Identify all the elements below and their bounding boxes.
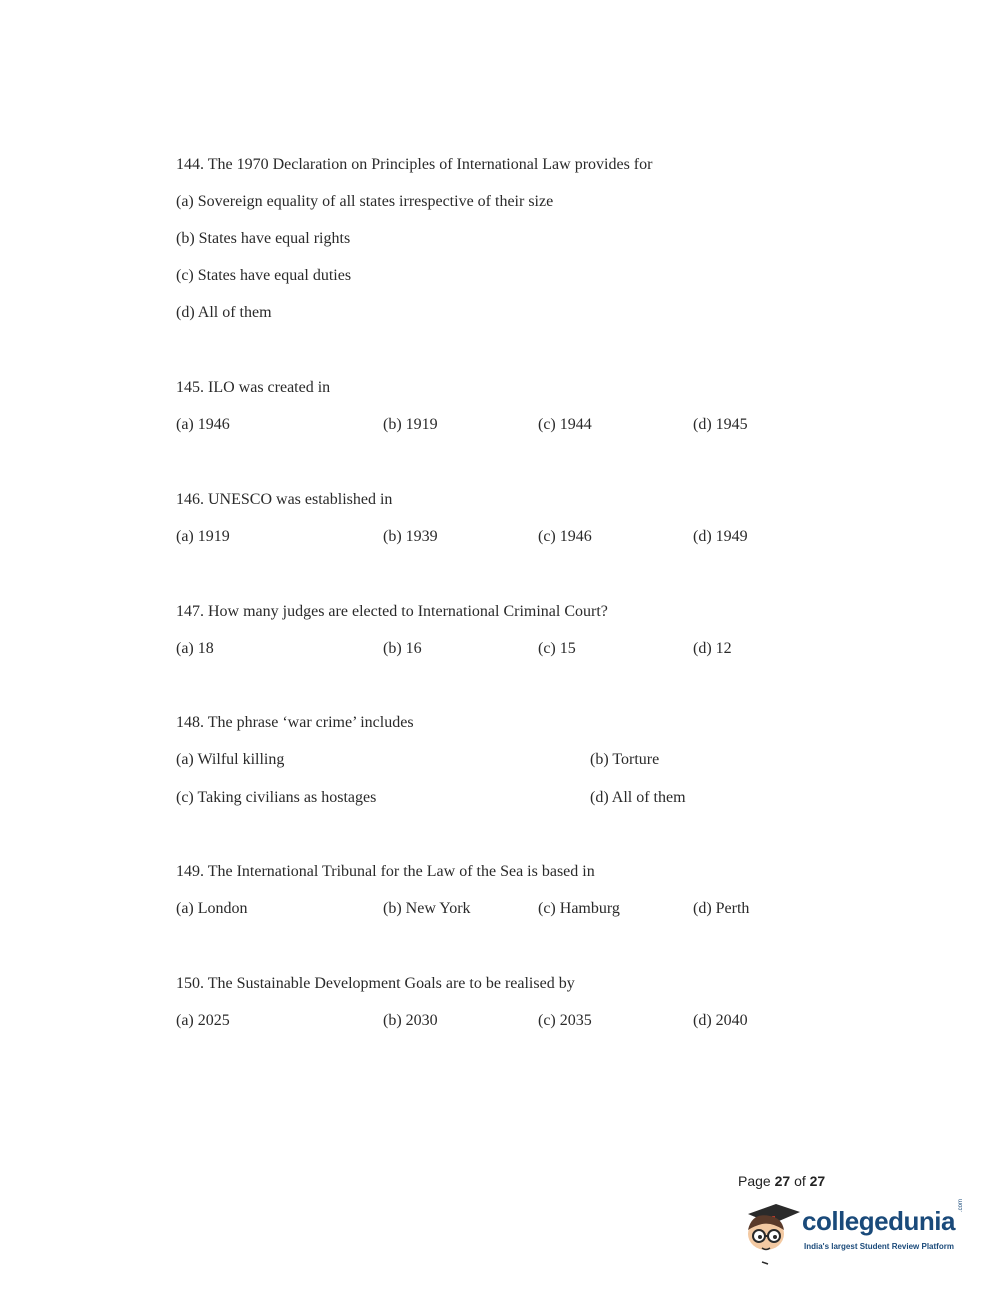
option-b: (b) 2030 bbox=[383, 1012, 438, 1029]
option-a: (a) London bbox=[176, 900, 248, 917]
option-d: (d) All of them bbox=[176, 304, 272, 321]
page-number bbox=[738, 1173, 825, 1189]
option-a: (a) 1919 bbox=[176, 528, 230, 545]
option-b: (b) 1919 bbox=[383, 416, 438, 433]
question-stem: 148. The phrase ‘war crime’ includes bbox=[176, 714, 414, 731]
option-b: (b) States have equal rights bbox=[176, 230, 351, 247]
page-prefix: Page bbox=[738, 1173, 771, 1189]
option-c: (c) 1944 bbox=[538, 416, 592, 433]
option-b: (b) 1939 bbox=[383, 528, 438, 545]
page-total: 27 bbox=[809, 1173, 826, 1189]
option-a: (a) 2025 bbox=[176, 1012, 230, 1029]
option-b: (b) New York bbox=[383, 900, 471, 917]
option-d: (d) 2040 bbox=[693, 1012, 748, 1029]
option-d: (d) All of them bbox=[590, 789, 686, 806]
option-c: (c) Taking civilians as hostages bbox=[176, 789, 377, 806]
option-c: (c) States have equal duties bbox=[176, 267, 352, 284]
option-c: (c) 1946 bbox=[538, 528, 592, 545]
option-c: (c) Hamburg bbox=[538, 900, 620, 917]
option-d: (d) 1945 bbox=[693, 416, 748, 433]
question-stem: 144. The 1970 Declaration on Principles of International Law provides for bbox=[176, 156, 653, 173]
collegedunia-logo bbox=[742, 1196, 972, 1266]
option-c: (c) 2035 bbox=[538, 1012, 592, 1029]
option-a: (a) Sovereign equality of all states irrespective of their size bbox=[176, 193, 554, 210]
option-d: (d) Perth bbox=[693, 900, 750, 917]
option-b: (b) 16 bbox=[383, 640, 422, 657]
option-d: (d) 12 bbox=[693, 640, 732, 657]
question-stem: 150. The Sustainable Development Goals are to be realised by bbox=[176, 975, 575, 992]
logo-wordmark: collegedunia bbox=[802, 1206, 955, 1236]
option-b: (b) Torture bbox=[590, 751, 660, 768]
question-stem: 147. How many judges are elected to International Criminal Court? bbox=[176, 603, 608, 620]
page-current: 27 bbox=[774, 1173, 791, 1189]
logo-tagline: India's largest Student Review Platform bbox=[804, 1242, 954, 1251]
question-stem: 146. UNESCO was established in bbox=[176, 491, 393, 508]
option-a: (a) 1946 bbox=[176, 416, 230, 433]
option-a: (a) Wilful killing bbox=[176, 751, 285, 768]
logo-suffix: .com bbox=[958, 1198, 964, 1212]
collegedunia-mascot-icon bbox=[742, 1196, 802, 1266]
question-stem: 149. The International Tribunal for the Law of the Sea is based in bbox=[176, 863, 595, 880]
option-a: (a) 18 bbox=[176, 640, 214, 657]
option-d: (d) 1949 bbox=[693, 528, 748, 545]
page-of: of bbox=[794, 1173, 806, 1189]
option-c: (c) 15 bbox=[538, 640, 576, 657]
question-stem: 145. ILO was created in bbox=[176, 379, 331, 396]
